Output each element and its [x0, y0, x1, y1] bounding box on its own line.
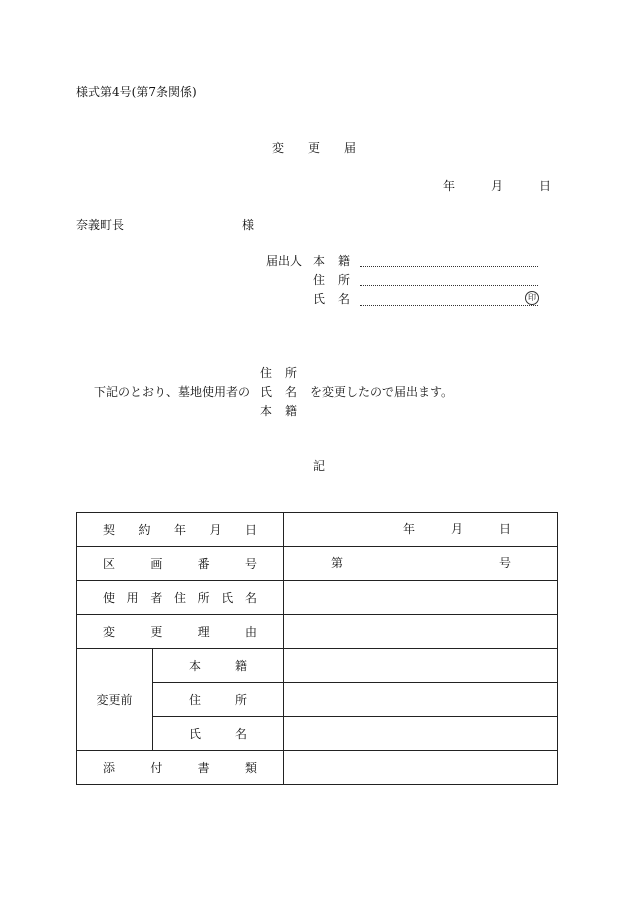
label-char: 由	[244, 625, 257, 639]
record-table	[76, 512, 558, 785]
option-char: 名	[285, 385, 298, 399]
ki-marker: 記	[313, 459, 326, 473]
before-address-field[interactable]	[284, 683, 558, 717]
before-honseki-field[interactable]	[284, 649, 558, 683]
value-char: 年	[403, 522, 416, 536]
title-char: 届	[344, 141, 357, 155]
label-char: 年	[174, 523, 187, 537]
attachments-label	[77, 751, 284, 785]
table-row-plot-number	[77, 547, 558, 581]
label-char: 住	[173, 591, 186, 605]
label-char: 本	[189, 659, 202, 673]
date-month: 月	[491, 179, 504, 193]
label-char: 氏	[189, 727, 202, 741]
before-change-text: 変更前	[96, 693, 133, 707]
option-char: 所	[285, 366, 298, 380]
label-char: 類	[244, 761, 257, 775]
plot-number-field[interactable]	[284, 547, 558, 581]
label-char: 名	[235, 727, 248, 741]
applicant-label: 届出人	[266, 254, 303, 268]
table-row-user-address-name	[77, 581, 558, 615]
label-char: 用	[126, 591, 139, 605]
label-char: 約	[138, 523, 151, 537]
label-char: 理	[197, 625, 210, 639]
label-char: 契	[103, 523, 116, 537]
value-char: 第	[331, 556, 344, 570]
label-char: 付	[150, 761, 163, 775]
label-char: 氏	[221, 591, 234, 605]
label-char: 変	[103, 625, 116, 639]
label-char: 月	[209, 523, 222, 537]
form-number: 様式第4号(第7条関係)	[76, 85, 197, 99]
field-label-char: 住	[313, 273, 326, 287]
label-char: 画	[150, 557, 163, 571]
value-char: 号	[499, 556, 512, 570]
option-char: 本	[260, 404, 273, 418]
attachments-field[interactable]	[284, 751, 558, 785]
title-char: 変	[272, 141, 285, 155]
honseki-entry-line[interactable]	[360, 266, 538, 267]
user-address-name-field[interactable]	[284, 581, 558, 615]
addressee-name: 奈義町長	[76, 218, 125, 232]
label-char: 日	[245, 523, 258, 537]
before-name-label	[153, 717, 284, 751]
before-name-field[interactable]	[284, 717, 558, 751]
label-char: 籍	[235, 659, 248, 673]
user-address-name-label	[77, 581, 284, 615]
name-entry-line[interactable]	[360, 305, 538, 306]
field-label-char: 名	[338, 292, 351, 306]
statement-suffix: を変更したので届出ます。	[310, 385, 454, 399]
label-char: 添	[103, 761, 116, 775]
contract-date-field[interactable]	[284, 513, 558, 547]
field-label-char: 本	[313, 254, 326, 268]
contract-date-label	[77, 513, 284, 547]
before-change-label	[77, 649, 153, 751]
label-char: 使	[103, 591, 116, 605]
date-year: 年	[443, 179, 456, 193]
plot-number-label	[77, 547, 284, 581]
value-char: 日	[499, 522, 512, 536]
label-char: 名	[244, 591, 257, 605]
before-honseki-label	[153, 649, 284, 683]
statement-prefix: 下記のとおり、墓地使用者の	[94, 385, 251, 399]
label-char: 更	[150, 625, 163, 639]
label-char: 所	[197, 591, 210, 605]
table-row-attachments	[77, 751, 558, 785]
table-row-before-honseki	[77, 649, 558, 683]
field-label-char: 籍	[338, 254, 351, 268]
date-day: 日	[539, 179, 552, 193]
address-entry-line[interactable]	[360, 285, 538, 286]
option-char: 籍	[285, 404, 298, 418]
label-char: 区	[103, 557, 116, 571]
change-reason-label	[77, 615, 284, 649]
addressee-honorific: 様	[242, 218, 255, 232]
value-char: 月	[451, 522, 464, 536]
change-reason-field[interactable]	[284, 615, 558, 649]
label-char: 者	[150, 591, 163, 605]
option-char: 氏	[260, 385, 273, 399]
label-char: 書	[197, 761, 210, 775]
label-char: 住	[189, 693, 202, 707]
table-row-contract-date	[77, 513, 558, 547]
table-row-change-reason	[77, 615, 558, 649]
option-char: 住	[260, 366, 273, 380]
label-char: 号	[244, 557, 257, 571]
label-char: 所	[235, 693, 248, 707]
field-label-char: 氏	[313, 292, 326, 306]
label-char: 番	[197, 557, 210, 571]
title-char: 更	[308, 141, 321, 155]
seal-icon: 印	[525, 291, 539, 305]
field-label-char: 所	[338, 273, 351, 287]
before-address-label	[153, 683, 284, 717]
